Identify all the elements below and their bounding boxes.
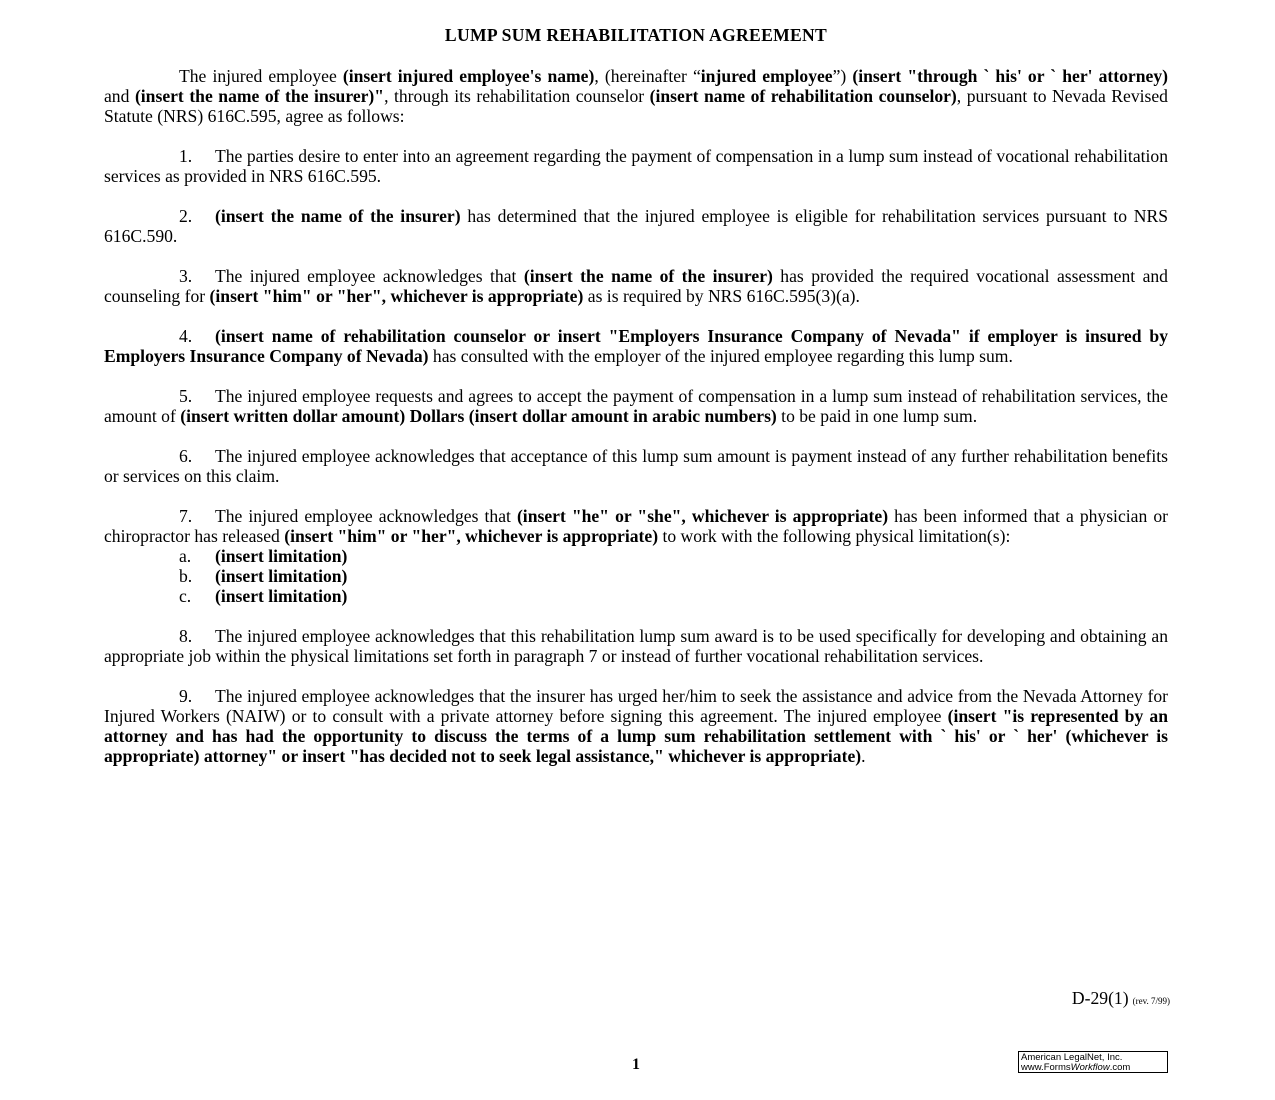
list-item: [104, 586, 1168, 606]
field-pronoun: (insert "him" or "her", whichever is appropriate): [209, 286, 584, 306]
field-pronoun: (insert "him" or "her", whichever is appropriate): [284, 526, 659, 546]
stamp-url-part: www.Forms: [1021, 1062, 1071, 1073]
list-item-letter: a.: [179, 546, 192, 566]
field-dollar-amount: (insert written dollar amount) Dollars (insert dollar amount in arabic numbers): [180, 406, 777, 426]
intro-field-attorney: (insert "through ` his' or ` her' attorney): [852, 66, 1168, 86]
paragraph-text: The injured employee requests and agrees to accept the payment of compensation in a lump sum instead of rehabilitation services, the amount of: [104, 386, 1168, 426]
intro-field-insurer: (insert the name of the insurer)": [134, 86, 385, 106]
paragraph-text: has provided the required vocational assessment and counseling for: [104, 266, 1168, 306]
publisher-stamp: [1018, 1051, 1168, 1073]
paragraph-number: 4.: [179, 326, 193, 346]
field-insurer-name: (insert the name of the insurer): [215, 206, 461, 226]
paragraph-text: The injured employee acknowledges that acceptance of this lump sum amount is payment instead of any further rehabilitation benefits or services on this claim.: [104, 446, 1168, 486]
paragraph-text: to work with the following physical limitation(s):: [658, 526, 1011, 546]
list-item: [104, 546, 1168, 566]
intro-text-1: The injured employee: [179, 66, 343, 86]
field-limitation: (insert limitation): [215, 586, 348, 606]
field-pronoun: (insert "he" or "she", whichever is appropriate): [516, 506, 889, 526]
paragraph-3: [104, 266, 1168, 306]
form-number-text: D-29(1): [1071, 988, 1129, 1008]
form-number: [1072, 988, 1170, 1009]
intro-text-6: , pursuant to Nevada Revised Statute (NRS) 616C.595, agree as follows:: [104, 86, 1168, 126]
document-title: LUMP SUM REHABILITATION AGREEMENT: [444, 25, 828, 45]
stamp-url-part: Workflow: [1070, 1062, 1110, 1073]
paragraph-7: [104, 506, 1168, 546]
stamp-line-1: American LegalNet, Inc.: [1021, 1052, 1123, 1063]
intro-text-3: ”): [832, 66, 853, 86]
list-item-letter: c.: [179, 586, 192, 606]
paragraph-number: 6.: [179, 446, 193, 466]
intro-text-5: , through its rehabilitation counselor: [384, 86, 650, 106]
paragraph-text: to be paid in one lump sum.: [776, 406, 978, 426]
intro-field-employee-name: (insert injured employee's name): [342, 66, 595, 86]
paragraph-number: 5.: [179, 386, 193, 406]
paragraph-number: 7.: [179, 506, 193, 526]
list-item: [104, 566, 1168, 586]
paragraph-1: [104, 146, 1168, 186]
paragraph-6: [104, 446, 1168, 486]
document-page: [104, 24, 1168, 786]
stamp-url-part: .com: [1109, 1062, 1131, 1073]
paragraph-text: The injured employee acknowledges that: [215, 506, 517, 526]
paragraph-8: [104, 626, 1168, 666]
field-limitation: (insert limitation): [215, 566, 348, 586]
paragraph-text: The parties desire to enter into an agreement regarding the payment of compensation in a lump sum instead of vocational rehabilitation services as provided in NRS 616C.595.: [104, 146, 1168, 186]
form-revision: (rev. 7/99): [1132, 996, 1170, 1006]
field-counselor-name: (insert name of rehabilitation counselor or insert "Employers Insurance Company of Nevada" if employer is insured by Employers Insurance Company of Nevada): [104, 326, 1168, 366]
paragraph-5: [104, 386, 1168, 426]
paragraph-text: as is required by NRS 616C.595(3)(a).: [583, 286, 860, 306]
paragraph-9: [104, 686, 1168, 766]
paragraph-number: 3.: [179, 266, 193, 286]
field-insurer-name: (insert the name of the insurer): [523, 266, 773, 286]
paragraph-text: has consulted with the employer of the injured employee regarding this lump sum.: [428, 346, 1013, 366]
paragraph-4: [104, 326, 1168, 366]
paragraph-2: [104, 206, 1168, 246]
intro-text-4: and: [104, 86, 135, 106]
intro-text-2: , (hereinafter “: [594, 66, 701, 86]
page-number: 1: [632, 1056, 640, 1073]
field-limitation: (insert limitation): [215, 546, 348, 566]
intro-term-injured-employee: injured employee: [700, 66, 833, 86]
intro-paragraph: [104, 66, 1168, 126]
paragraph-number: 9.: [179, 686, 193, 706]
list-item-letter: b.: [179, 566, 193, 586]
paragraph-number: 2.: [179, 206, 193, 226]
paragraph-text: has determined that the injured employee is eligible for rehabilitation services pursuant to NRS 616C.590.: [104, 206, 1168, 246]
paragraph-text: has been informed that a physician or chiropractor has released: [104, 506, 1168, 546]
paragraph-number: 8.: [179, 626, 193, 646]
paragraph-text: The injured employee acknowledges that: [215, 266, 524, 286]
field-representation: (insert "is represented by an attorney and has had the opportunity to discuss the terms of a lump sum rehabilitation settlement with ` his' or ` her' (whichever is appropriate) attorney" or insert "has decided not to seek legal assistance," whichever is appropriate): [104, 706, 1168, 766]
paragraph-text: The injured employee acknowledges that this rehabilitation lump sum award is to be used specifically for developing and obtaining an appropriate job within the physical limitations set forth in paragraph 7 or instead of further vocational rehabilitation services.: [104, 626, 1168, 666]
paragraph-text: The injured employee acknowledges that the insurer has urged her/him to seek the assistance and advice from the Nevada Attorney for Injured Workers (NAIW) or to consult with a private attorney before signing this agreement. The injured employee: [104, 686, 1168, 726]
intro-field-counselor: (insert name of rehabilitation counselor): [649, 86, 957, 106]
paragraph-text: .: [861, 746, 866, 766]
paragraph-number: 1.: [179, 146, 193, 166]
stamp-line-2: [1021, 1063, 1165, 1073]
limitation-list: [104, 546, 1168, 606]
